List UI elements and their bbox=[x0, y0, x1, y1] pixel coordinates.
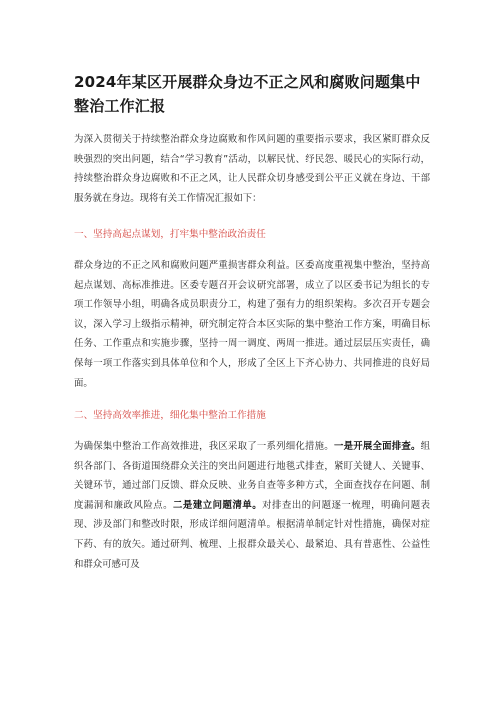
section-2-body-text-b: 组织各部门、各街道围绕群众关注的突出问题进行地毯式排查，紧盯关键人、关键事、关键环节，通过部门反馈、群众反映、业务自查等多种方式，全面查找存在问题、制度漏洞和廉政风险点。 bbox=[74, 441, 430, 511]
section-1-heading: 一、坚持高起点谋划，打牢集中整治政治责任 bbox=[74, 229, 266, 240]
intro-paragraph: 为深入贯彻关于持续整治群众身边腐败和作风问题的重要指示要求，我区紧盯群众反映强烈的突出问题，结合“学习教育”活动，以解民忧、纾民怨、暖民心的实际行动，持续整治群众身边腐败和不正之风，让人民群众切身感受到公平正义就在身边、干部服务就在身边。现将有关工作情况汇报如下： bbox=[74, 134, 430, 204]
section-2-point-2-label: 二是建立问题清单。 bbox=[173, 499, 263, 511]
section-2-body bbox=[74, 437, 430, 574]
section-1-body: 群众身边的不正之风和腐败问题严重损害群众利益。区委高度重视集中整治，坚持高起点谋划、高标准推进。区委专题召开会议研究部署，成立了以区委书记为组长的专项工作领导小组，明确各成员职责分工，构建了强有力的组织架构。多次召开专题会议，深入学习上级指示精神，研究制定符合本区实际的集中整治工作方案，明确目标任务、工作重点和实施步骤，坚持一周一调度、两周一推进。通过层层压实责任，确保每一项工作落实到具体单位和个人，形成了全区上下齐心协力、共同推进的良好局面。 bbox=[74, 260, 430, 389]
section-2-heading: 二、坚持高效率推进，细化集中整治工作措施 bbox=[74, 410, 266, 421]
section-2-body-text-a: 为确保集中整治工作高效推进，我区采取了一系列细化措施。 bbox=[74, 441, 334, 452]
document-title: 2024年某区开展群众身边不正之风和腐败问题集中整治工作汇报 bbox=[74, 73, 421, 115]
section-2-point-1-label: 一是开展全面排查。 bbox=[333, 441, 421, 452]
section-2-body-text-c: 对排查出的问题逐一梳理，明确问题表现、涉及部门和整改时限，形成详细问题清单。根据清单制定针对性措施，确保对症下药、有的放矢。通过研判、梳理、上报群众最关心、最紧迫、具有普惠性、公益性和群众可感可及 bbox=[74, 499, 430, 570]
